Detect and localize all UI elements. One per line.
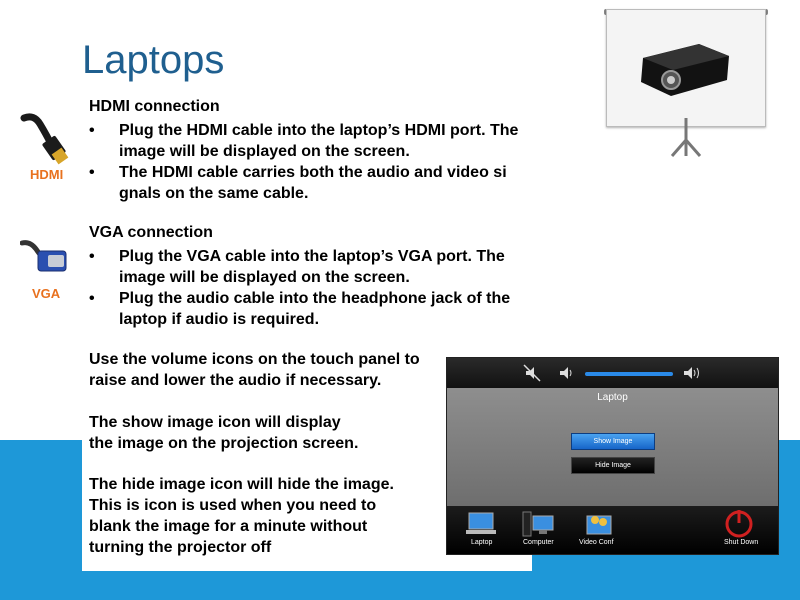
vga-heading: VGA connection [89, 224, 213, 241]
show-image-button[interactable]: Show Image [571, 433, 655, 450]
tripod-icon [664, 118, 714, 158]
vga-bullet-1 [89, 246, 539, 288]
hdmi-cable-icon [20, 112, 72, 171]
paragraph-line: blank the image for a minute without [89, 518, 368, 535]
bullet-text: The HDMI cable carries both the audio and video si gnals on the same cable. [119, 164, 507, 202]
bullet-dot: • [89, 290, 95, 307]
paragraph-line: The show image icon will display [89, 414, 341, 431]
hide-image-button[interactable]: Hide Image [571, 457, 655, 474]
bullet-dot: • [89, 248, 95, 265]
panel-title: Laptop [597, 392, 628, 403]
hdmi-bullet-2 [89, 162, 539, 204]
projector-icon [607, 10, 765, 126]
page-title: Laptops [82, 38, 225, 82]
volume-paragraph [89, 349, 449, 391]
bullet-text: Plug the HDMI cable into the laptop’s HDMI port. The image will be displayed on the screen. [119, 122, 519, 160]
mute-icon[interactable] [523, 364, 541, 382]
volume-slider[interactable] [585, 372, 673, 376]
volume-up-icon[interactable] [681, 364, 703, 382]
touch-panel [446, 357, 779, 555]
bullet-text: Plug the VGA cable into the laptop’s VGA port. The image will be displayed on the screen. [119, 248, 505, 286]
hdmi-label: HDMI [30, 167, 64, 182]
hdmi-heading: HDMI connection [89, 98, 220, 115]
nav-label-computer[interactable]: Computer [523, 539, 554, 546]
bullet-dot: • [89, 122, 95, 139]
projection-screen [606, 9, 766, 127]
video-conf-icon[interactable] [583, 510, 615, 538]
show-image-paragraph [89, 412, 449, 454]
paragraph-line: the image on the projection screen. [89, 435, 359, 452]
paragraph-line: turning the projector off [89, 539, 272, 556]
vga-label: VGA [32, 286, 61, 301]
paragraph-line: Use the volume icons on the touch panel to [89, 351, 420, 368]
vga-cable-icon [20, 237, 72, 284]
laptop-icon[interactable] [465, 511, 497, 537]
nav-label-shut-down[interactable]: Shut Down [724, 539, 759, 546]
nav-label-video-conf[interactable]: Video Conf [579, 539, 614, 546]
panel-volume-bar [447, 358, 778, 388]
paragraph-line: raise and lower the audio if necessary. [89, 372, 382, 389]
vga-bullet-2 [89, 288, 539, 330]
power-icon[interactable] [723, 508, 755, 538]
paragraph-line: The hide image icon will hide the image. [89, 476, 394, 493]
hide-image-paragraph [89, 474, 449, 558]
hdmi-bullet-1 [89, 120, 539, 162]
paragraph-line: This is icon is used when you need to [89, 497, 377, 514]
volume-down-icon[interactable] [557, 364, 575, 382]
nav-label-laptop[interactable]: Laptop [471, 539, 493, 546]
bullet-dot: • [89, 164, 95, 181]
computer-icon[interactable] [521, 510, 555, 538]
bullet-text: Plug the audio cable into the headphone jack of the laptop if audio is required. [119, 290, 511, 328]
